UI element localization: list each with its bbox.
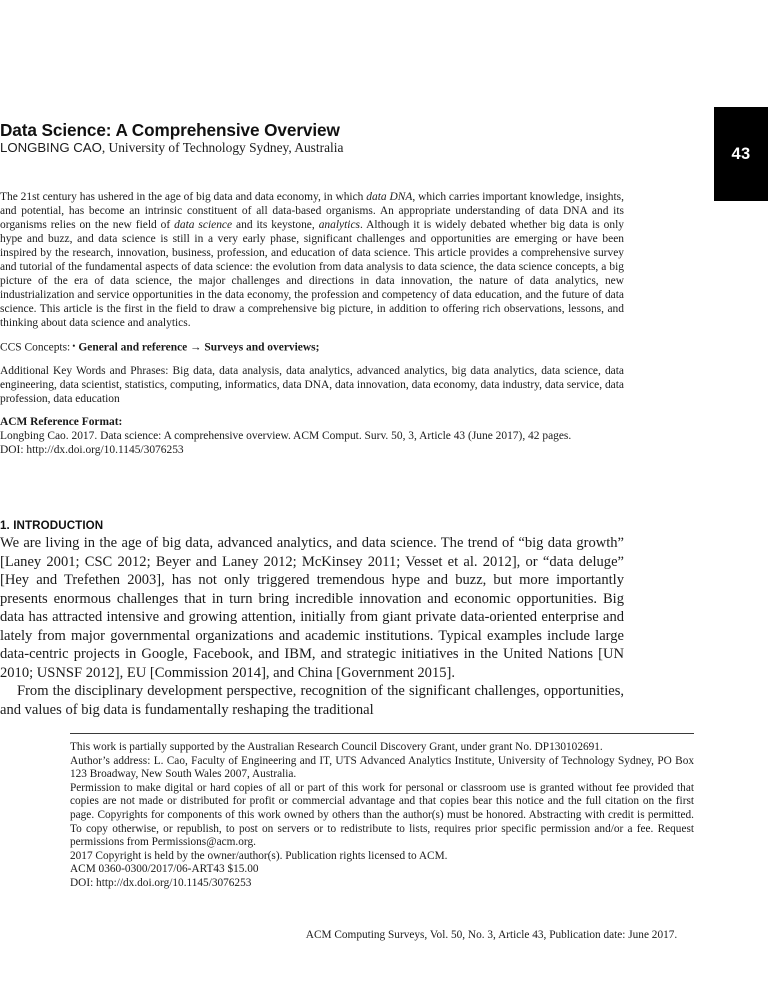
bullet-icon: •: [72, 341, 76, 351]
abstract-part-4: . Although it is widely debated whether big data is only hype and buzz, and data science is still in a very early phase, significant challenges and opportunities are emerging or have been inspired by the research, innovation, business, profession, and education of data science. This article provides a comprehensive survey and tutorial of the fundamental aspects of data science: the evolution from data analysis to data science, the data science concepts, a big picture of the era of data science, the major challenges and directions in data innovation, the nature of data analytics, new industrialization and service opportunities in the data economy, the profession and competency of data education, and the future of data science. This article is the first in the field to draw a comprehensive big picture, in addition to offering rich observations, lessons, and thinking about data science and analytics.: [0, 219, 624, 329]
keywords-label: Additional Key Words and Phrases:: [0, 364, 173, 377]
footnote-divider: [70, 733, 694, 734]
ccs-concepts-label: CCS Concepts:: [0, 341, 71, 354]
keywords-value: Big data, data analysis, data analytics, advanced analytics, big data analytics, data science, data engineering, data scientist, statistics, computing, informatics, data DNA, data innovation, data economy, data industry, data service, data profession, data education: [0, 364, 625, 405]
footnote-copyright: 2017 Copyright is held by the owner/author(s). Publication rights licensed to ACM.: [70, 849, 448, 862]
abstract-part-2: , which carries important knowledge, insights, and potential, has become an intrinsic constituent of all data-based organisms. An appropriate understanding of data DNA and its organisms relies on the new field of: [0, 191, 624, 231]
page-number-tab: [714, 107, 768, 201]
ccs-concepts-value: General and reference → Surveys and overviews;: [78, 341, 320, 354]
footnote-funding: This work is partially supported by the Australian Research Council Discovery Grant, under grant No. DP130102691.: [70, 741, 603, 753]
section-heading-introduction: 1. INTRODUCTION: [0, 519, 104, 532]
abstract-emphasis-data-dna: data DNA: [366, 191, 413, 203]
footnote-author-address: Author’s address: L. Cao, Faculty of Engineering and IT, UTS Advanced Analytics Institute, University of Technology Sydney, PO Box 123 Broadway, New South Wales 2007, Australia.: [70, 754, 694, 781]
ccs-concepts-line: [0, 339, 624, 355]
abstract-part-3: and its keystone,: [232, 219, 319, 231]
running-footer: [0, 929, 768, 941]
abstract-emphasis-data-science: data science: [174, 219, 233, 231]
introduction-paragraph-1: We are living in the age of big data, advanced analytics, and data science. The trend of “big data growth” [Laney 2001; CSC 2012; Beyer and Laney 2012; McKinsey 2011; Vesset et al. 2012], or “data deluge” [Hey and Trefethen 2003], has not only triggered tremendous hype and buzz, but more importantly presents enormous challenges that in turn bring incredible innovation and economic opportunities. Big data has attracted intensive and growing attention, initially from giant private data-oriented enterprise and lately from major governmental organizations and academic institutions. Typical examples include large data-centric projects in Google, Facebook, and IBM, and strategic initiatives in the United Nations [UN 2010; USNSF 2012], EU [Commission 2014], and China [Government 2015].: [0, 535, 624, 681]
abstract-emphasis-analytics: analytics: [318, 219, 360, 231]
front-matter: [0, 190, 624, 457]
abstract-paragraph: [0, 190, 624, 330]
reference-format-citation: Longbing Cao. 2017. Data science: A comprehensive overview. ACM Comput. Surv. 50, 3, Article 43 (June 2017), 42 pages.: [0, 429, 572, 442]
footnote-block: [70, 741, 694, 891]
footnote-permission-notice: Permission to make digital or hard copies of all or part of this work for personal or classroom use is granted without fee provided that copies are not made or distributed for profit or commercial advantage and that copies bear this notice and the full citation on the first page. Copyrights for components of this work owned by others than the author(s) must be honored. Abstracting with credit is permitted. To copy otherwise, or republish, to post on servers or to redistribute to lists, requires prior specific permission and/or a fee. Request permissions from Permissions@acm.org.: [70, 781, 694, 849]
paper-title: Data Science: A Comprehensive Overview: [0, 119, 340, 140]
introduction-body: [0, 534, 624, 719]
footnote-doi[interactable]: DOI: http://dx.doi.org/10.1145/3076253: [70, 876, 252, 889]
abstract-part-1: The 21st century has ushered in the age of big data and data economy, in which: [0, 191, 367, 203]
author-affiliation: , University of Technology Sydney, Australia: [101, 140, 344, 155]
footer-citation: ACM Computing Surveys, Vol. 50, No. 3, Article 43, Publication date: June 2017.: [305, 929, 678, 941]
reference-format-doi[interactable]: DOI: http://dx.doi.org/10.1145/3076253: [0, 443, 184, 456]
author-line: [0, 140, 624, 156]
footnote-issn: ACM 0360-0300/2017/06-ART43 $15.00: [70, 863, 259, 876]
author-name: LONGBING CAO: [0, 140, 102, 155]
introduction-paragraph-2: From the disciplinary development perspective, recognition of the significant challenges, opportunities, and values of big data is fundamentally reshaping the traditional: [0, 683, 624, 718]
page-number-label: 43: [731, 144, 751, 163]
reference-format-heading: ACM Reference Format:: [0, 415, 123, 428]
keywords-line: [0, 364, 624, 406]
